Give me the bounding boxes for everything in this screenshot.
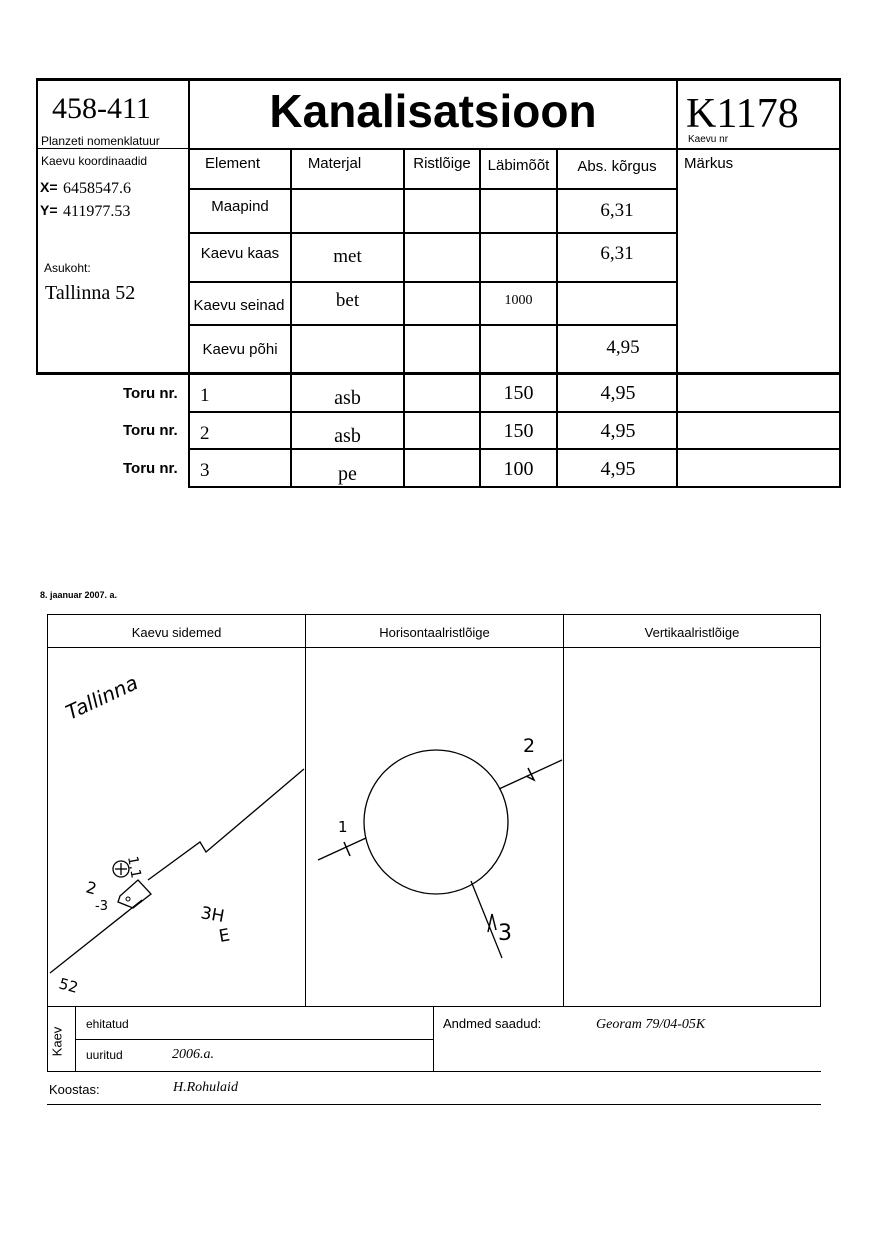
header-section: Ristlõige <box>413 155 471 172</box>
x-label: X= <box>40 179 58 195</box>
header-element: Element <box>204 155 261 172</box>
section-pipe-1-label: 1 <box>338 818 348 836</box>
row-element: Kaevu kaas <box>200 245 280 262</box>
well-cross-section <box>364 750 508 894</box>
pipe-3-line <box>471 881 502 958</box>
row-element: Maapind <box>211 198 269 215</box>
location-value: Tallinna 52 <box>45 282 136 304</box>
section-pipe-2-label: 2 <box>523 735 536 757</box>
page-title: Kanalisatsioon <box>269 85 597 137</box>
sketch-label-3h: 3H <box>199 903 226 928</box>
row-material: bet <box>335 290 360 311</box>
header-material: Materjal <box>307 155 362 172</box>
sketch-label-11: 1.1 <box>124 854 144 880</box>
location-label: Asukoht: <box>44 261 91 275</box>
sketch-label-3: -3 <box>95 899 108 914</box>
pipe-1-line <box>318 838 366 860</box>
pipe-3-arrow <box>488 914 496 932</box>
pipe-line <box>148 769 304 880</box>
source-label: Andmed saadud: <box>443 1016 542 1031</box>
header-diameter: Läbimõõt <box>487 157 550 174</box>
pipe-label: Toru nr. <box>123 385 178 402</box>
y-label: Y= <box>40 202 58 218</box>
pipe-1-arrow <box>344 842 350 856</box>
marker-dot <box>126 897 130 901</box>
row-elevation: 6,31 <box>600 243 634 264</box>
pipe-material: pe <box>338 463 357 485</box>
header-elevation: Abs. kõrgus <box>577 158 657 175</box>
source-value: Georam 79/04-05K <box>596 1017 706 1032</box>
sketch-label-e: E <box>217 925 232 947</box>
row-material: met <box>333 246 362 267</box>
x-value: 6458547.6 <box>63 180 131 197</box>
sketch-label-2: 2 <box>83 877 99 899</box>
header-notes: Märkus <box>684 155 734 172</box>
pipe-number: 3 <box>200 460 210 481</box>
pipe-elevation: 4,95 <box>600 382 636 404</box>
row-diameter: 1000 <box>504 293 533 308</box>
row-elevation: 6,31 <box>600 200 634 221</box>
row-element: Kaevu seinad <box>193 297 285 314</box>
sheet-number-label: Planzeti nomenklatuur <box>41 134 160 148</box>
pipe-elevation: 4,95 <box>600 458 636 480</box>
panel-title-connections: Kaevu sidemed <box>131 625 222 640</box>
pipe-number: 1 <box>200 385 210 406</box>
surveyed-label: uuritud <box>86 1048 123 1062</box>
pipe-elevation: 4,95 <box>600 420 636 442</box>
row-element: Kaevu põhi <box>202 341 278 358</box>
pipe-label: Toru nr. <box>123 460 178 477</box>
well-number: K1178 <box>686 91 799 137</box>
well-number-label: Kaevu nr <box>688 134 729 145</box>
pipe-diameter: 150 <box>503 382 534 404</box>
pipe-diameter: 100 <box>503 458 534 480</box>
coordinates-label: Kaevu koordinaadid <box>41 154 148 168</box>
panel-title-vertical: Vertikaalristlõige <box>644 625 740 640</box>
built-label: ehitatud <box>86 1017 129 1031</box>
pipe-label: Toru nr. <box>123 422 178 439</box>
author-value: H.Rohulaid <box>173 1080 238 1095</box>
pipe-diameter: 150 <box>503 420 534 442</box>
y-value: 411977.53 <box>63 203 131 220</box>
well-vertical-label: Kaev <box>49 1026 65 1057</box>
document-date: 8. jaanuar 2007. a. <box>40 590 118 600</box>
row-elevation: 4,95 <box>606 337 640 358</box>
sketch-label-52: 52 <box>56 974 81 997</box>
pipe-material: asb <box>334 387 361 409</box>
author-label: Koostas: <box>49 1082 100 1097</box>
pipe-number: 2 <box>200 423 210 444</box>
panel-title-horizontal: Horisontaalristlõige <box>379 625 490 640</box>
surveyed-value: 2006.a. <box>172 1047 214 1062</box>
section-pipe-3-label: 3 <box>498 921 512 946</box>
building-symbol <box>118 880 151 908</box>
sheet-number: 458-411 <box>52 92 151 125</box>
sketch-street-label: Tallinna <box>61 670 142 725</box>
pipe-material: asb <box>334 425 361 447</box>
